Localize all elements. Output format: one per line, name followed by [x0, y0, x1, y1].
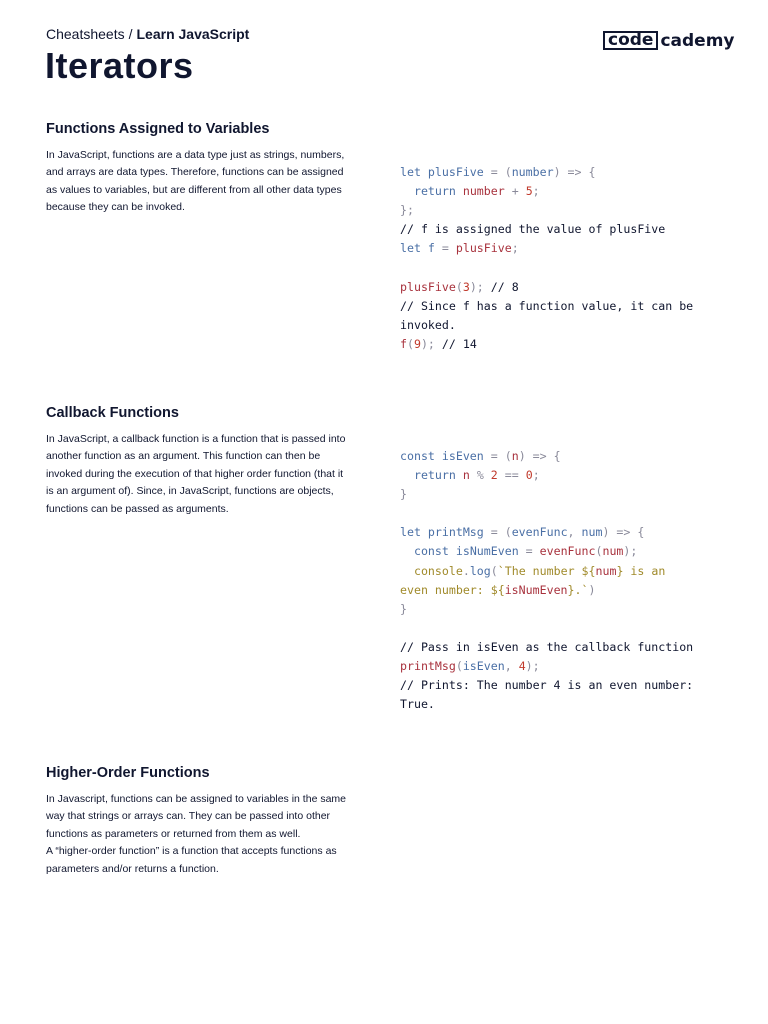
code-token: ;	[511, 241, 519, 256]
code-token: ;	[532, 184, 540, 199]
code-token: number	[462, 184, 512, 199]
code-token: (	[455, 279, 463, 294]
code-line	[400, 657, 700, 676]
code-line	[400, 504, 700, 523]
description-paragraph: In Javascript, functions can be assigned to variables in the same way that strings or arrays can. They can be passed into other functions as parameters or returned from them as well.	[46, 793, 346, 840]
code-token: } is an even number: ${	[400, 563, 673, 597]
code-token: // 8	[490, 279, 519, 294]
code-token: = (	[490, 165, 512, 179]
code-token: isEven	[441, 449, 491, 463]
code-token: evenFunc	[539, 544, 596, 559]
code-token: num	[602, 544, 624, 559]
section-title: Higher-Order Functions	[46, 765, 210, 781]
code-token: return	[413, 468, 463, 483]
code-token: (	[406, 336, 414, 351]
code-line	[400, 485, 700, 504]
code-token: // 14	[441, 336, 477, 351]
code-token: 0	[525, 468, 533, 483]
code-token: ,	[567, 525, 582, 540]
code-token: return	[413, 184, 463, 199]
breadcrumb-separator: /	[128, 26, 133, 42]
code-token	[400, 564, 414, 578]
breadcrumb	[46, 26, 249, 42]
code-token: f	[400, 336, 407, 351]
code-line	[400, 619, 700, 638]
code-token: (	[455, 659, 463, 674]
code-token: printMsg	[427, 525, 491, 540]
code-token: }	[400, 487, 407, 502]
code-token: = (	[490, 525, 512, 540]
code-token: );	[469, 279, 491, 294]
code-token: )	[588, 582, 596, 597]
code-token: n	[462, 468, 477, 483]
code-block	[400, 447, 700, 714]
code-line	[400, 562, 700, 600]
section-title: Callback Functions	[46, 405, 179, 421]
code-line	[400, 466, 700, 485]
code-token: ,	[504, 659, 519, 674]
code-token: num	[581, 525, 603, 540]
code-token: +	[511, 184, 526, 199]
section-callback-functions	[46, 405, 346, 518]
code-token: num	[595, 563, 617, 578]
code-token: 9	[413, 336, 421, 351]
code-token: ) => {	[518, 449, 561, 463]
code-token: f	[427, 241, 442, 256]
code-line	[400, 447, 700, 466]
code-token: plusFive	[427, 165, 491, 179]
code-token: 5	[525, 184, 533, 199]
code-token: const	[400, 449, 442, 463]
code-token: // Since f has a function value, it can be invoked.	[400, 298, 701, 332]
code-token: evenFunc	[511, 525, 568, 540]
code-line	[400, 163, 700, 182]
section-description	[46, 147, 346, 217]
code-token: const	[413, 544, 456, 559]
code-token: };	[400, 203, 414, 218]
code-token: 4	[518, 659, 526, 674]
code-token: ==	[504, 468, 526, 483]
code-token: }.`	[567, 582, 589, 597]
code-token: console	[413, 563, 463, 578]
code-token: %	[476, 468, 491, 483]
description-paragraph: A “higher-order function” is a function that accepts functions as parameters and/or returns a function.	[46, 845, 337, 875]
codecademy-logo[interactable]	[603, 29, 735, 52]
code-token: 2	[490, 468, 505, 483]
breadcrumb-link-cheatsheets[interactable]: Cheatsheets	[46, 26, 125, 42]
page-title: Iterators	[45, 45, 194, 86]
logo-rest-text: cademy	[660, 30, 735, 51]
code-token: 3	[462, 279, 470, 294]
code-line	[400, 182, 700, 201]
code-token	[400, 184, 414, 198]
code-token: isNumEven	[504, 582, 568, 597]
code-token: n	[511, 449, 519, 463]
code-line	[400, 297, 700, 335]
code-line	[400, 278, 700, 297]
code-token: isNumEven	[455, 544, 526, 559]
logo-boxed-text: code	[603, 31, 658, 50]
code-line	[400, 638, 700, 657]
code-token: let	[400, 165, 428, 179]
code-token: plusFive	[400, 279, 456, 294]
code-token: .	[462, 563, 470, 578]
code-line	[400, 258, 700, 277]
code-token: // f is assigned the value of plusFive	[400, 222, 666, 237]
code-line	[400, 201, 700, 220]
code-token: );	[623, 544, 638, 559]
code-token: ;	[532, 468, 540, 483]
code-token: isEven	[462, 659, 505, 674]
code-token: ) => {	[602, 525, 645, 540]
code-line	[400, 239, 700, 258]
code-line	[400, 335, 700, 354]
code-token	[400, 544, 414, 558]
code-token: number	[511, 165, 554, 179]
code-token: `The number ${	[497, 563, 596, 578]
code-token	[400, 468, 414, 482]
code-token: );	[525, 659, 540, 674]
code-token: }	[400, 601, 407, 616]
section-description	[46, 791, 346, 878]
code-token: =	[441, 241, 456, 256]
code-token: ) => {	[553, 165, 596, 179]
code-block	[400, 163, 700, 354]
code-line	[400, 542, 700, 561]
code-token: plusFive	[455, 241, 512, 256]
code-token: // Prints: The number 4 is an even number: True.	[400, 678, 701, 712]
code-token: (	[490, 563, 498, 578]
code-token: );	[420, 336, 442, 351]
code-token: printMsg	[400, 659, 456, 674]
section-title: Functions Assigned to Variables	[46, 121, 270, 137]
code-token: log	[469, 563, 491, 578]
code-line	[400, 220, 700, 239]
code-line	[400, 676, 700, 714]
section-description	[46, 431, 346, 518]
code-token: // Pass in isEven as the callback function	[400, 639, 694, 654]
description-paragraph: In JavaScript, a callback function is a function that is passed into another function as an argument. This function can then be invoked during the execution of that higher order function (that it is an argument of). Since, in JavaScript, functions are objects, functions can be passed as arguments.	[46, 433, 346, 515]
section-functions-assigned-to-variables	[46, 121, 346, 217]
code-token: =	[525, 544, 540, 559]
code-token: let	[400, 525, 428, 540]
breadcrumb-link-learn-javascript[interactable]: Learn JavaScript	[136, 26, 250, 42]
code-token: = (	[490, 449, 512, 463]
section-higher-order-functions	[46, 765, 346, 878]
code-token: (	[595, 544, 603, 559]
code-token: let	[400, 241, 428, 256]
code-line	[400, 600, 700, 619]
description-paragraph: In JavaScript, functions are a data type just as strings, numbers, and arrays are data types. Therefore, functions can be assigned as values to variables, but are different from all other data types because they can be invoked.	[46, 149, 345, 214]
code-line	[400, 523, 700, 542]
